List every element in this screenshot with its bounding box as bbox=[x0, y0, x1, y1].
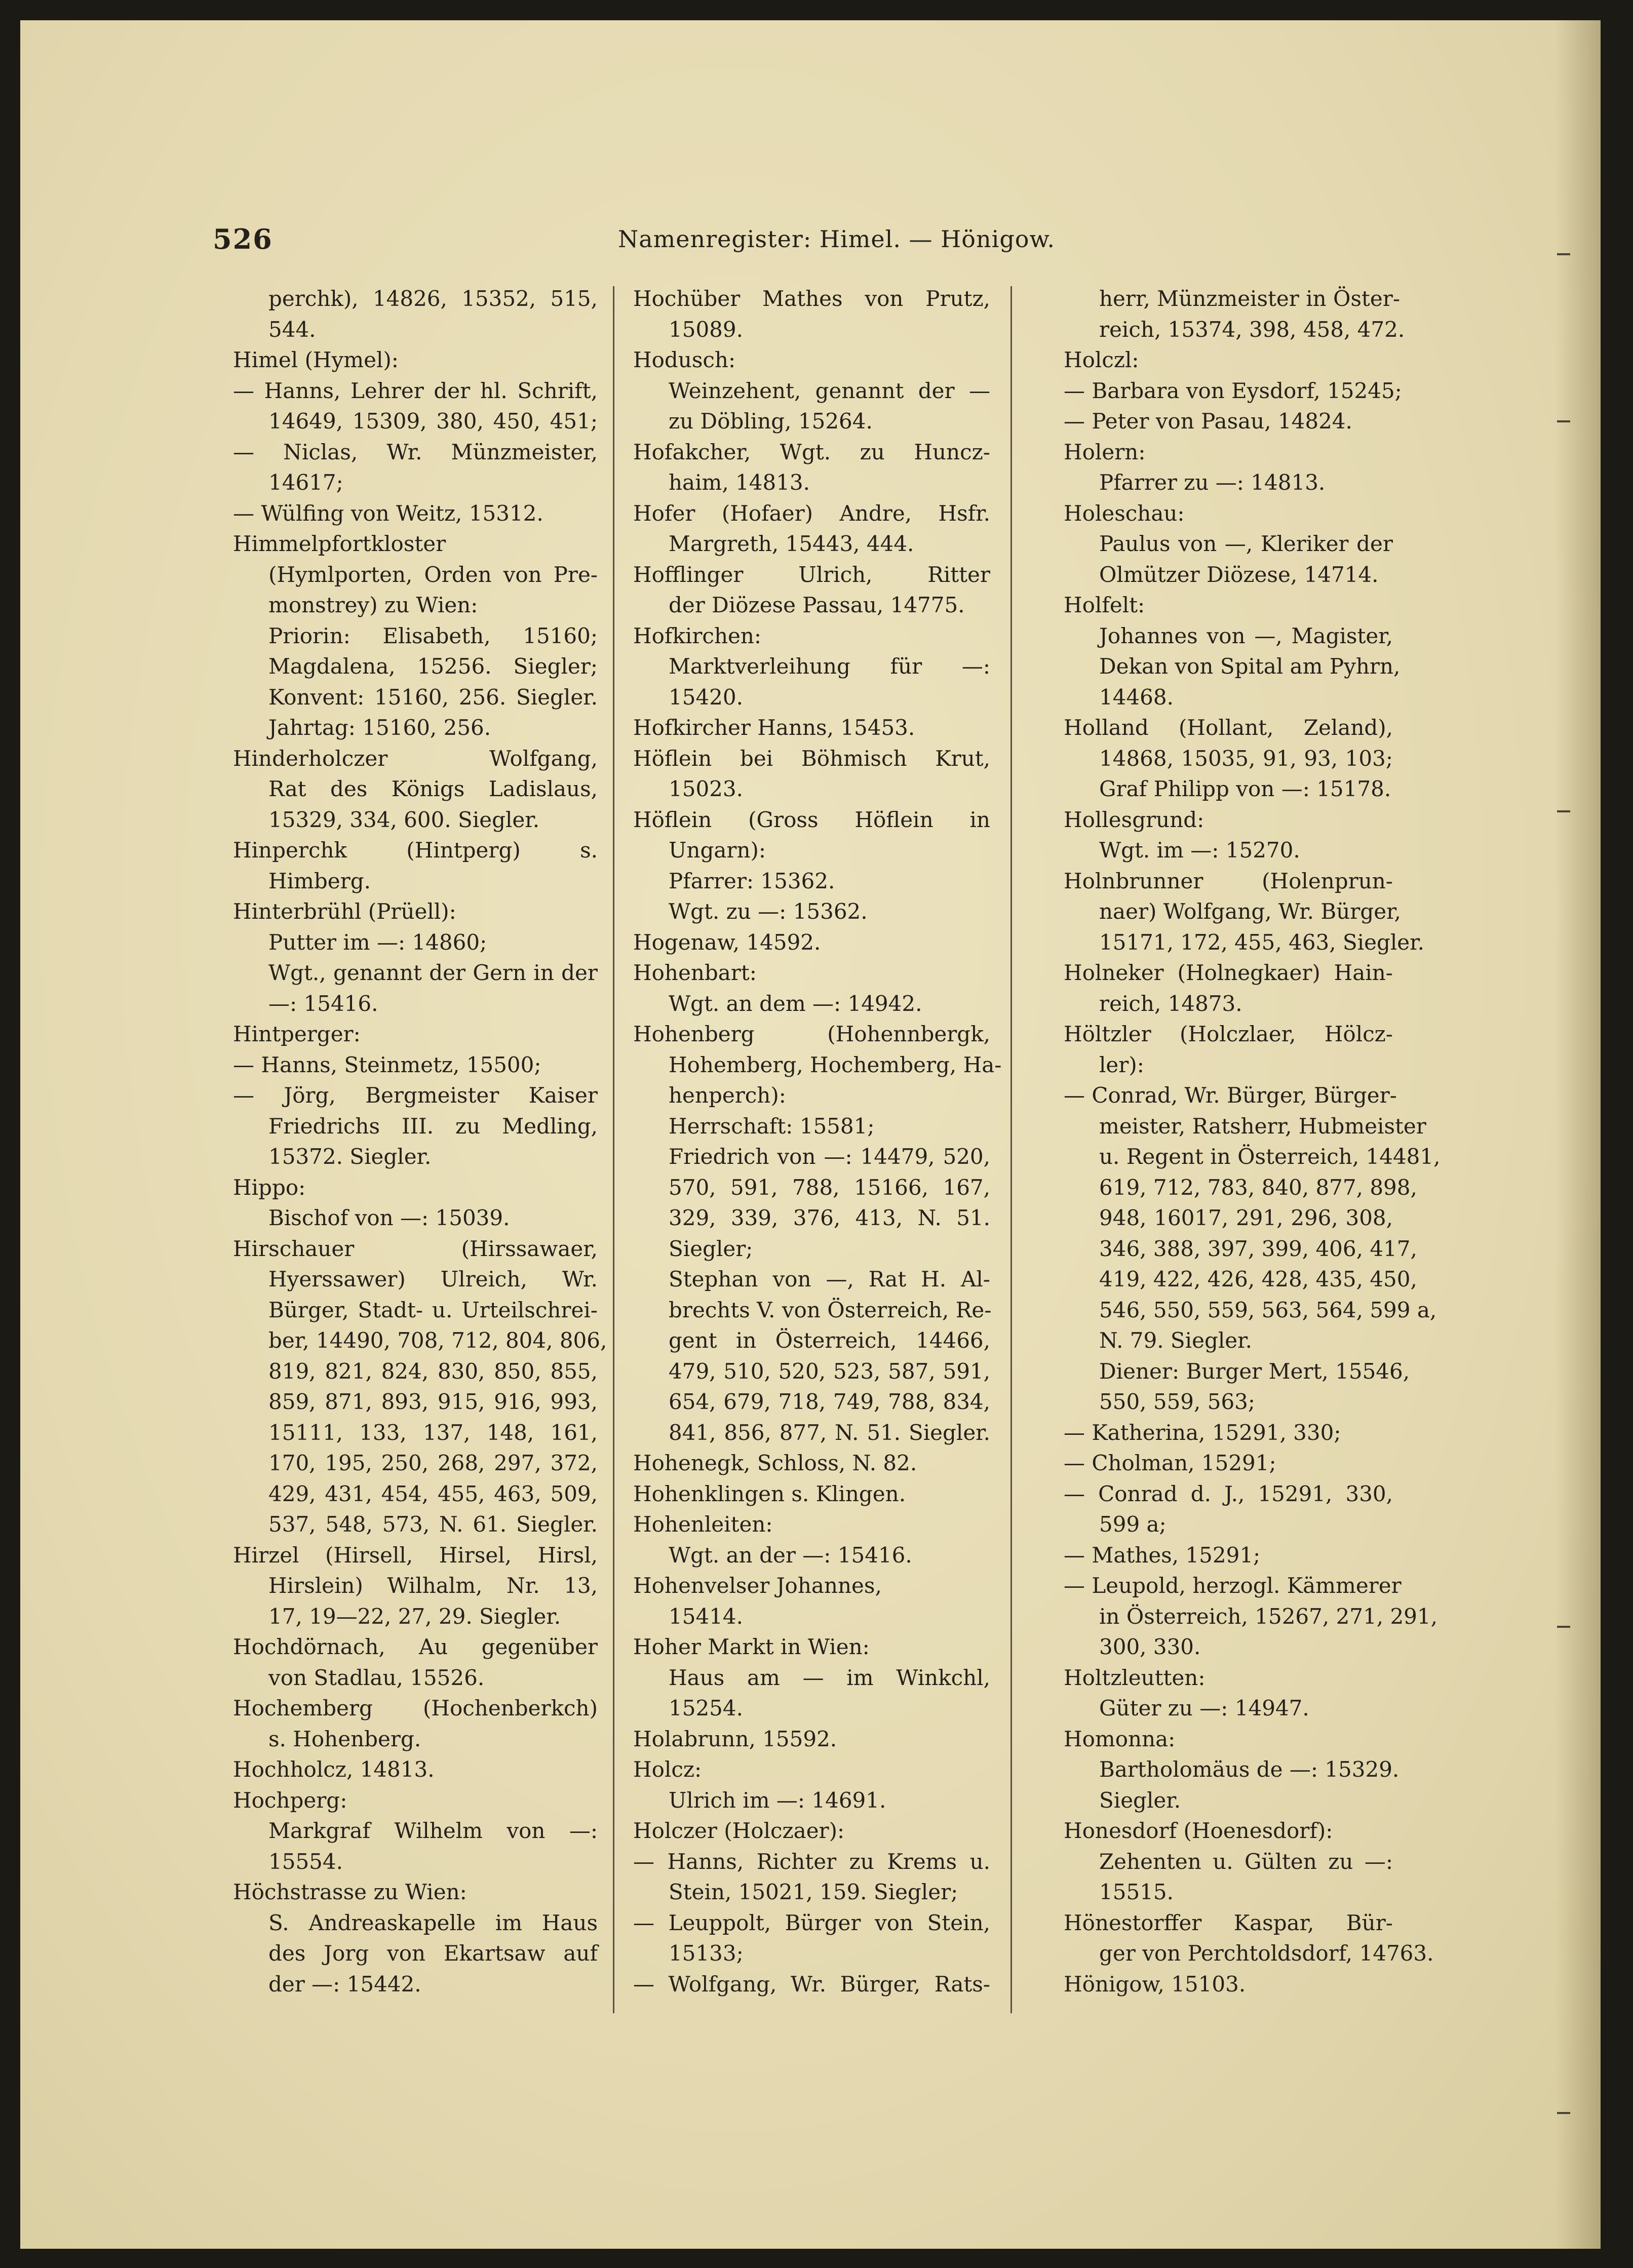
index-entry-line: perchk), 14826, 15352, 515, bbox=[268, 286, 598, 311]
index-entry-line: Hohemberg, Hochemberg, Ha- bbox=[669, 1052, 1002, 1077]
index-entry-line: 537, 548, 573, N. 61. Siegler. bbox=[268, 1512, 598, 1537]
index-entry-line: brechts V. von Österreich, Re- bbox=[669, 1297, 992, 1322]
index-entry-line: Priorin: Elisabeth, 15160; bbox=[268, 623, 598, 648]
index-entry-line: reich, 15374, 398, 458, 472. bbox=[1099, 317, 1405, 342]
index-entry-heading: Hochüber Mathes von Prutz, bbox=[633, 286, 990, 311]
index-entry-heading: — Conrad, Wr. Bürger, Bürger- bbox=[1064, 1083, 1397, 1108]
index-entry-heading: Himmelpfortkloster bbox=[233, 531, 446, 556]
index-entry-line: 550, 559, 563; bbox=[1099, 1389, 1256, 1414]
index-entry-line: 859, 871, 893, 915, 916, 993, bbox=[268, 1389, 598, 1414]
index-entry-line: haim, 14813. bbox=[669, 470, 810, 495]
index-entry-heading: Hochdörnach, Au gegenüber bbox=[233, 1634, 598, 1659]
index-entry-heading: Holneker (Holnegkaer) Hain- bbox=[1064, 960, 1393, 985]
index-entry-line: Johannes von —, Magister, bbox=[1099, 623, 1393, 648]
index-entry-line: Bürger, Stadt- u. Urteilschrei- bbox=[268, 1297, 598, 1322]
index-entry-line: 619, 712, 783, 840, 877, 898, bbox=[1099, 1175, 1417, 1200]
index-entry-heading: Hoher Markt in Wien: bbox=[633, 1634, 870, 1659]
index-entry-heading: Hogenaw, 14592. bbox=[633, 929, 821, 955]
index-entry-line: 654, 679, 718, 749, 788, 834, bbox=[669, 1389, 990, 1414]
index-entry-line: S. Andreaskapelle im Haus bbox=[268, 1910, 598, 1935]
index-entry-line: Wgt. an dem —: 14942. bbox=[669, 991, 922, 1016]
index-entry-line: ber, 14490, 708, 712, 804, 806, bbox=[268, 1328, 607, 1353]
index-entry-line: zu Döbling, 15264. bbox=[669, 409, 873, 434]
index-entry-heading: Honesdorf (Hoenesdorf): bbox=[1064, 1818, 1333, 1843]
index-entry-line: Siegler; bbox=[669, 1236, 753, 1261]
index-entry-heading: Höltzler (Holczlaer, Hölcz- bbox=[1064, 1022, 1393, 1046]
index-entry-heading: Hodusch: bbox=[633, 347, 736, 372]
index-entry-heading: Hippo: bbox=[233, 1175, 306, 1200]
index-entry-heading: Hofakcher, Wgt. zu Huncz- bbox=[633, 439, 990, 464]
index-entry-line: 300, 330. bbox=[1099, 1634, 1201, 1659]
index-entry-heading: Hirzel (Hirsell, Hirsel, Hirsl, bbox=[233, 1542, 598, 1568]
index-column-3 bbox=[1064, 284, 1441, 2000]
index-entry-line: Graf Philipp von —: 15178. bbox=[1099, 776, 1391, 801]
index-entry-heading: — Barbara von Eysdorf, 15245; bbox=[1064, 378, 1402, 403]
index-entry-line: Wgt. zu —: 15362. bbox=[669, 899, 868, 924]
index-entry-line: Herrschaft: 15581; bbox=[669, 1113, 875, 1139]
index-entry-heading: Hochemberg (Hochenberkch) bbox=[233, 1696, 598, 1720]
margin-mark bbox=[1557, 810, 1570, 812]
index-entry-heading: Holfelt: bbox=[1064, 593, 1145, 617]
column-rule bbox=[1010, 286, 1012, 2013]
index-entry-heading: Hohenvelser Johannes, bbox=[633, 1573, 882, 1598]
index-entry-heading: Hohenklingen s. Klingen. bbox=[633, 1481, 906, 1506]
index-entry-heading: Hollesgrund: bbox=[1064, 807, 1204, 832]
index-entry-line: 15329, 334, 600. Siegler. bbox=[268, 807, 540, 832]
index-entry-line: 544. bbox=[268, 317, 316, 342]
index-entry-line: Olmützer Diözese, 14714. bbox=[1099, 562, 1379, 587]
index-entry-line: Stein, 15021, 159. Siegler; bbox=[669, 1880, 958, 1904]
index-entry-line: 14468. bbox=[1099, 684, 1174, 710]
index-entry-heading: — Katherina, 15291, 330; bbox=[1064, 1420, 1341, 1445]
index-entry-line: Bartholomäus de —: 15329. bbox=[1099, 1757, 1399, 1782]
index-entry-heading: Hinterbrühl (Prüell): bbox=[233, 899, 456, 924]
index-entry-heading: Hinperchk (Hintperg) s. bbox=[233, 838, 598, 863]
margin-mark bbox=[1557, 1626, 1570, 1628]
index-entry-heading: Hohenbart: bbox=[633, 960, 757, 985]
index-entry-heading: Himel (Hymel): bbox=[233, 347, 399, 372]
index-entry-line: Rat des Königs Ladislaus, bbox=[268, 776, 598, 801]
index-entry-line: Pfarrer: 15362. bbox=[669, 868, 835, 893]
index-entry-line: s. Hohenberg. bbox=[268, 1726, 421, 1751]
index-entry-line: 419, 422, 426, 428, 435, 450, bbox=[1099, 1267, 1417, 1292]
index-entry-heading: Homonna: bbox=[1064, 1726, 1176, 1751]
index-entry-line: gent in Österreich, 14466, bbox=[669, 1328, 990, 1353]
index-entry-heading: Hochperg: bbox=[233, 1787, 347, 1813]
index-entry-line: Pfarrer zu —: 14813. bbox=[1099, 470, 1326, 495]
index-column-2 bbox=[633, 284, 1002, 2000]
index-entry-line: Ulrich im —: 14691. bbox=[669, 1787, 886, 1813]
index-entry-line: ger von Perchtoldsdorf, 14763. bbox=[1099, 1941, 1434, 1966]
index-entry-heading: Höchstrasse zu Wien: bbox=[233, 1880, 467, 1904]
index-entry-heading: — Hanns, Steinmetz, 15500; bbox=[233, 1052, 541, 1077]
index-entry-line: Dekan von Spital am Pyhrn, bbox=[1099, 654, 1401, 679]
index-entry-line: 14868, 15035, 91, 93, 103; bbox=[1099, 746, 1393, 771]
index-entry-line: reich, 14873. bbox=[1099, 991, 1242, 1016]
index-entry-heading: Hohenegk, Schloss, N. 82. bbox=[633, 1451, 917, 1475]
index-entry-line: Himberg. bbox=[268, 868, 371, 893]
index-entry-heading: Holeschau: bbox=[1064, 500, 1185, 526]
index-entry-line: monstrey) zu Wien: bbox=[268, 593, 478, 617]
index-entry-heading: Höflein (Gross Höflein in bbox=[633, 807, 990, 832]
margin-mark bbox=[1557, 420, 1570, 422]
index-entry-heading: Hofkircher Hanns, 15453. bbox=[633, 715, 915, 740]
index-entry-heading: Holabrunn, 15592. bbox=[633, 1726, 837, 1751]
index-entry-heading: Hofer (Hofaer) Andre, Hsfr. bbox=[633, 500, 990, 526]
index-entry-line: Wgt. an der —: 15416. bbox=[669, 1542, 912, 1568]
index-entry-heading: Holnbrunner (Holenprun- bbox=[1064, 868, 1393, 893]
index-entry-line: Friedrichs III. zu Medling, bbox=[268, 1113, 598, 1139]
index-entry-line: Bischof von —: 15039. bbox=[268, 1205, 510, 1230]
index-entry-line: in Österreich, 15267, 271, 291, bbox=[1099, 1604, 1437, 1629]
index-entry-heading: — Niclas, Wr. Münzmeister, bbox=[233, 439, 598, 464]
index-entry-line: (Hymlporten, Orden von Pre- bbox=[268, 562, 598, 587]
index-entry-heading: Hohenberg (Hohennbergk, bbox=[633, 1022, 990, 1046]
index-entry-line: Haus am — im Winkchl, bbox=[669, 1665, 990, 1690]
index-entry-line: von Stadlau, 15526. bbox=[268, 1665, 485, 1690]
index-column-1 bbox=[233, 284, 607, 2000]
index-entry-line: Hyerssawer) Ulreich, Wr. bbox=[268, 1267, 598, 1292]
index-entry-heading: Holczl: bbox=[1064, 347, 1139, 372]
index-entry-line: —: 15416. bbox=[268, 991, 378, 1016]
index-entry-heading: Hirschauer (Hirssawaer, bbox=[233, 1236, 598, 1261]
index-entry-line: 15089. bbox=[669, 317, 743, 342]
index-entry-line: Jahrtag: 15160, 256. bbox=[268, 715, 491, 740]
index-entry-heading: — Hanns, Lehrer der hl. Schrift, bbox=[233, 378, 598, 403]
index-entry-heading: Höflein bei Böhmisch Krut, bbox=[633, 746, 990, 771]
page-number: 526 bbox=[213, 223, 273, 255]
index-entry-heading: — Mathes, 15291; bbox=[1064, 1542, 1261, 1568]
index-entry-heading: Hofkirchen: bbox=[633, 623, 762, 648]
index-entry-line: des Jorg von Ekartsaw auf bbox=[268, 1941, 598, 1966]
index-entry-line: 15023. bbox=[669, 776, 743, 801]
index-entry-heading: — Jörg, Bergmeister Kaiser bbox=[233, 1083, 598, 1108]
index-entry-line: Wgt. im —: 15270. bbox=[1099, 838, 1300, 863]
index-entry-line: der —: 15442. bbox=[268, 1971, 421, 1997]
book-page bbox=[20, 20, 1601, 2249]
index-entry-heading: — Hanns, Richter zu Krems u. bbox=[633, 1849, 990, 1874]
index-entry-line: naer) Wolfgang, Wr. Bürger, bbox=[1099, 899, 1401, 924]
index-entry-line: ler): bbox=[1099, 1052, 1144, 1077]
index-entry-heading: Hönigow, 15103. bbox=[1064, 1971, 1246, 1997]
index-entry-line: Zehenten u. Gülten zu —: bbox=[1099, 1849, 1393, 1874]
index-entry-heading: — Leuppolt, Bürger von Stein, bbox=[633, 1910, 990, 1935]
index-entry-line: 346, 388, 397, 399, 406, 417, bbox=[1099, 1236, 1417, 1261]
index-entry-line: 948, 16017, 291, 296, 308, bbox=[1099, 1205, 1393, 1230]
index-entry-line: Weinzehent, genannt der — bbox=[669, 378, 990, 403]
index-entry-line: 170, 195, 250, 268, 297, 372, bbox=[268, 1451, 598, 1475]
index-entry-line: 15372. Siegler. bbox=[268, 1144, 432, 1169]
index-entry-heading: Hinderholczer Wolfgang, bbox=[233, 746, 598, 771]
index-entry-line: Konvent: 15160, 256. Siegler. bbox=[268, 684, 598, 710]
index-entry-heading: — Peter von Pasau, 14824. bbox=[1064, 409, 1352, 434]
index-entry-line: Stephan von —, Rat H. Al- bbox=[669, 1267, 990, 1292]
index-entry-line: u. Regent in Österreich, 14481, bbox=[1099, 1144, 1441, 1169]
index-entry-line: 819, 821, 824, 830, 850, 855, bbox=[268, 1358, 598, 1384]
index-entry-line: Putter im —: 14860; bbox=[268, 929, 487, 955]
index-entry-line: 15254. bbox=[669, 1696, 743, 1720]
running-head: Namenregister: Himel. — Hönigow. bbox=[618, 225, 1056, 253]
index-entry-heading: — Wülfing von Weitz, 15312. bbox=[233, 500, 543, 526]
index-entry-line: meister, Ratsherr, Hubmeister bbox=[1099, 1113, 1426, 1139]
index-entry-line: 15414. bbox=[669, 1604, 743, 1629]
margin-mark bbox=[1557, 2112, 1570, 2114]
index-entry-heading: Holland (Hollant, Zeland), bbox=[1064, 715, 1393, 740]
index-entry-line: herr, Münzmeister in Öster- bbox=[1099, 286, 1401, 311]
index-entry-line: Marktverleihung für —: bbox=[669, 654, 990, 679]
page-edge-shadow bbox=[1555, 20, 1601, 2249]
index-entry-heading: Hintperger: bbox=[233, 1022, 361, 1046]
margin-mark bbox=[1557, 253, 1570, 255]
index-entry-line: 14617; bbox=[268, 470, 343, 495]
index-entry-heading: Hochholcz, 14813. bbox=[233, 1757, 435, 1782]
index-entry-line: 546, 550, 559, 563, 564, 599 a, bbox=[1099, 1297, 1437, 1322]
index-entry-heading: — Wolfgang, Wr. Bürger, Rats- bbox=[633, 1971, 990, 1997]
index-entry-heading: Holtzleutten: bbox=[1064, 1665, 1206, 1690]
index-entry-heading: Hönestorffer Kaspar, Bür- bbox=[1064, 1910, 1393, 1935]
index-entry-line: 15171, 172, 455, 463, Siegler. bbox=[1099, 929, 1424, 955]
index-entry-heading: Holern: bbox=[1064, 439, 1146, 464]
index-entry-line: Siegler. bbox=[1099, 1787, 1181, 1813]
index-entry-heading: — Cholman, 15291; bbox=[1064, 1451, 1276, 1475]
index-entry-line: 15111, 133, 137, 148, 161, bbox=[268, 1420, 598, 1445]
index-entry-line: 599 a; bbox=[1099, 1512, 1167, 1537]
index-entry-line: 570, 591, 788, 15166, 167, bbox=[669, 1175, 990, 1200]
index-entry-line: Magdalena, 15256. Siegler; bbox=[268, 654, 598, 679]
index-entry-heading: — Leupold, herzogl. Kämmerer bbox=[1064, 1573, 1402, 1598]
index-entry-line: Ungarn): bbox=[669, 838, 766, 863]
index-entry-heading: Hohenleiten: bbox=[633, 1512, 773, 1537]
column-rule bbox=[613, 286, 614, 2013]
index-entry-line: Friedrich von —: 14479, 520, bbox=[669, 1144, 990, 1169]
index-entry-line: Hirslein) Wilhalm, Nr. 13, bbox=[268, 1573, 598, 1598]
index-entry-line: 841, 856, 877, N. 51. Siegler. bbox=[669, 1420, 990, 1445]
index-entry-line: N. 79. Siegler. bbox=[1099, 1328, 1252, 1353]
index-entry-heading: — Conrad d. J., 15291, 330, bbox=[1064, 1481, 1393, 1506]
index-entry-line: 329, 339, 376, 413, N. 51. bbox=[669, 1205, 990, 1230]
index-entry-line: 15133; bbox=[669, 1941, 744, 1966]
index-entry-line: 429, 431, 454, 455, 463, 509, bbox=[268, 1481, 598, 1506]
index-entry-line: Paulus von —, Kleriker der bbox=[1099, 531, 1393, 556]
index-entry-line: 17, 19—22, 27, 29. Siegler. bbox=[268, 1604, 561, 1629]
index-entry-heading: Holcz: bbox=[633, 1757, 702, 1782]
index-entry-line: 479, 510, 520, 523, 587, 591, bbox=[669, 1358, 990, 1384]
index-entry-line: Diener: Burger Mert, 15546, bbox=[1099, 1358, 1410, 1384]
index-entry-line: 15554. bbox=[268, 1849, 343, 1874]
index-entry-line: 15420. bbox=[669, 684, 743, 710]
index-entry-heading: Hofflinger Ulrich, Ritter bbox=[633, 562, 990, 587]
index-entry-line: 14649, 15309, 380, 450, 451; bbox=[268, 409, 598, 434]
index-entry-line: Güter zu —: 14947. bbox=[1099, 1696, 1309, 1720]
index-entry-line: Wgt., genannt der Gern in der bbox=[268, 960, 598, 985]
index-entry-line: 15515. bbox=[1099, 1880, 1174, 1904]
index-entry-line: henperch): bbox=[669, 1083, 786, 1108]
index-entry-line: Markgraf Wilhelm von —: bbox=[268, 1818, 598, 1843]
index-entry-line: Margreth, 15443, 444. bbox=[669, 531, 914, 556]
index-entry-heading: Holczer (Holczaer): bbox=[633, 1818, 845, 1843]
index-entry-line: der Diözese Passau, 14775. bbox=[669, 593, 965, 617]
